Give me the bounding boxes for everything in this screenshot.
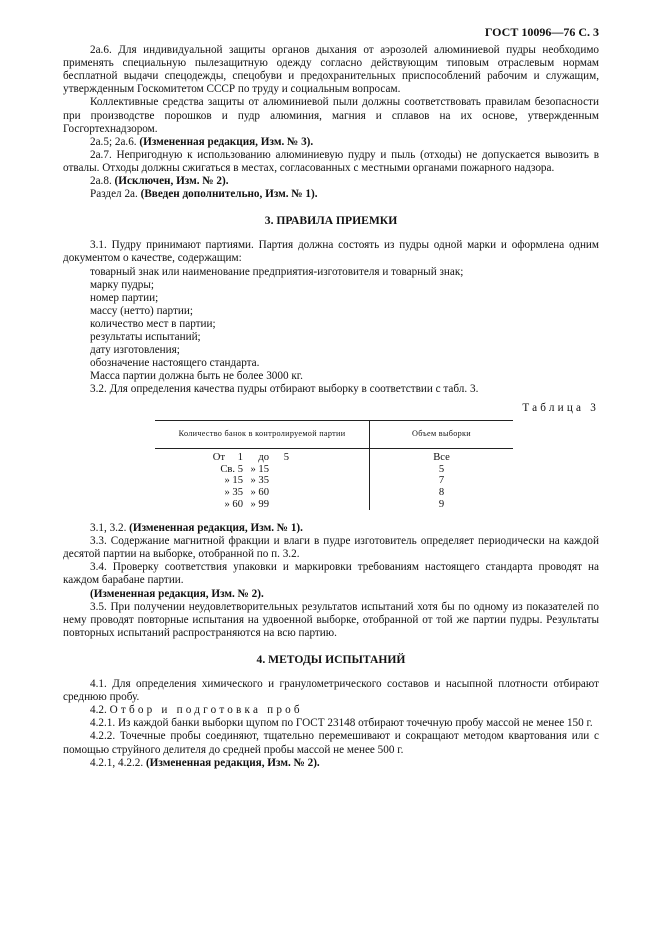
sample-size-cell: 9 (438, 498, 445, 510)
list-item: марку пудры; (90, 278, 155, 291)
table-row (155, 452, 513, 464)
paragraph-3-2: 3.2. Для определения качества пудры отбирают выборку в соответствии с табл. 3. (90, 383, 479, 396)
paragraph-3-4: 3.4. Проверку соответствия упаковки и маркировки требованиям настоящего стандарта проводят на каждом барабане партии. (63, 561, 599, 587)
table-caption (63, 402, 599, 415)
range-cell: » 60 » 99 (155, 499, 370, 511)
amendment-note (63, 188, 599, 201)
paragraph-text: Коллективные средства защиты от алюминиевой пыли должны соответствовать правилам безопасности при производстве порошков и пудр алюминия, магния и сплавов на их основе, утвержденным Госгортехнадзором. (63, 96, 599, 135)
clause-title: Отбор и подготовка проб (109, 704, 303, 717)
range-cell: » 35 » 60 (155, 487, 370, 499)
section3-after-table (63, 522, 599, 640)
list-item: Масса партии должна быть не более 3000 кг. (90, 370, 303, 383)
table-header-cell: Объем выборки (370, 420, 514, 449)
table-row (155, 464, 513, 476)
list-item: массу (нетто) партии; (90, 304, 193, 317)
list-item: обозначение настоящего стандарта. (90, 357, 260, 370)
paragraph-3-5: 3.5. При получении неудовлетворительных результатов испытаний хотя бы по одному из показателей по нему проводят повторные испытания на удвоенной выборке, отобранной от той же партии пудры. Результаты повторных испытаний распространяются на всю партию. (63, 600, 599, 639)
amendment-prefix: 2а.8. (90, 175, 112, 188)
paragraph-3-3: 3.3. Содержание магнитной фракции и влаги в пудре изготовитель определяет периодически на каждой десятой партии на выборке, отобранной по п. 3.2. (63, 535, 599, 561)
amendment-note (63, 175, 599, 188)
table-row (155, 499, 513, 511)
paragraph-collective-protection (63, 96, 599, 135)
paragraph-2a6 (63, 44, 599, 96)
clause-number: 4.2. (90, 704, 107, 717)
paragraph-text: 2а.7. Непригодную к использованию алюминиевую пудру и пыль (отходы) не допускается вывозить в отвалы. Отходы должны сжигаться в местах, согласованных с местными органами пожарного надзора. (63, 148, 599, 174)
sample-size-cell: 7 (438, 475, 445, 487)
amendment-bold: (Измененная редакция, Изм. № 2). (145, 756, 320, 769)
list-item: дату изготовления; (90, 344, 180, 357)
range-cell: От 1 до 5 (155, 452, 370, 464)
amendment-bold: (Введен дополнительно, Изм. № 1). (140, 188, 318, 201)
amendment-prefix: 4.2.1, 4.2.2. (90, 756, 144, 769)
paragraph-3-1: 3.1. Пудру принимают партиями. Партия должна состоять из пудры одной марки и оформлена одним документом о качестве, содержащим: (63, 239, 599, 265)
amendment-bold: (Измененная редакция, Изм. № 1). (129, 522, 303, 535)
range-cell: Св. 5 » 15 (155, 464, 370, 476)
section-title: 3. ПРАВИЛА ПРИЕМКИ (264, 214, 398, 228)
amendment-bold: (Исключен, Изм. № 2). (114, 175, 229, 188)
table-caption-text: Таблица 3 (522, 402, 599, 415)
sample-size-table (155, 420, 513, 511)
table-header-row (155, 420, 513, 449)
table-header-cell: Количество банок в контролируемой партии (155, 420, 370, 449)
amendment-bold: (Измененная редакция, Изм. № 2). (90, 587, 264, 600)
sample-size-cell: 5 (438, 463, 445, 475)
paragraph-2a7 (63, 149, 599, 175)
section-title: 4. МЕТОДЫ ИСПЫТАНИЙ (256, 652, 406, 666)
paragraph-4-2 (63, 704, 599, 717)
amendment-note (63, 588, 599, 601)
paragraph-text: 2а.6. Для индивидуальной защиты органов дыхания от аэрозолей алюминиевой пудры необходимо применять специальную пылезащитную одежду согласно действующим типовым отраслевым нормам бесплатной выдачи спецодежды, спецобуви и предохранительных приспособлений рабочим и служащим, утвержденным Госкомитетом СССР по труду и социальным вопросам. (63, 44, 599, 96)
list-item: количество мест в партии; (90, 317, 216, 330)
amendment-note (63, 136, 599, 149)
document-page (63, 26, 599, 770)
table-row (155, 475, 513, 487)
list-item: результаты испытаний; (90, 330, 201, 343)
list-item: товарный знак или наименование предприятия-изготовителя и товарный знак; (90, 265, 464, 278)
amendment-bold: (Измененная редакция, Изм. № 3). (139, 135, 314, 148)
list-item: номер партии; (90, 291, 159, 304)
amendment-prefix: 2а.5; 2а.6. (90, 135, 137, 148)
amendment-prefix: 3.1, 3.2. (90, 522, 127, 535)
amendment-note (63, 522, 599, 535)
paragraph-4-1: 4.1. Для определения химического и гранулометрического составов и насыпной плотности отбирают среднюю пробу. (63, 678, 599, 704)
sample-size-cell: 8 (438, 486, 445, 498)
table-row (155, 487, 513, 499)
paragraph-4-2-1: 4.2.1. Из каждой банки выборки щупом по ГОСТ 23148 отбирают точечную пробу массой не менее 150 г. (90, 717, 593, 730)
range-cell: » 15 » 35 (155, 475, 370, 487)
amendment-note (63, 757, 599, 770)
sample-size-cell: Все (433, 452, 450, 464)
amendment-prefix: Раздел 2а. (90, 188, 138, 201)
paragraph-4-2-2: 4.2.2. Точечные пробы соединяют, тщательно перемешивают и сокращают методом квартования или с помощью струйного делителя до средней пробы массой не менее 500 г. (63, 730, 599, 756)
page-header: ГОСТ 10096—76 С. 3 (484, 25, 599, 39)
